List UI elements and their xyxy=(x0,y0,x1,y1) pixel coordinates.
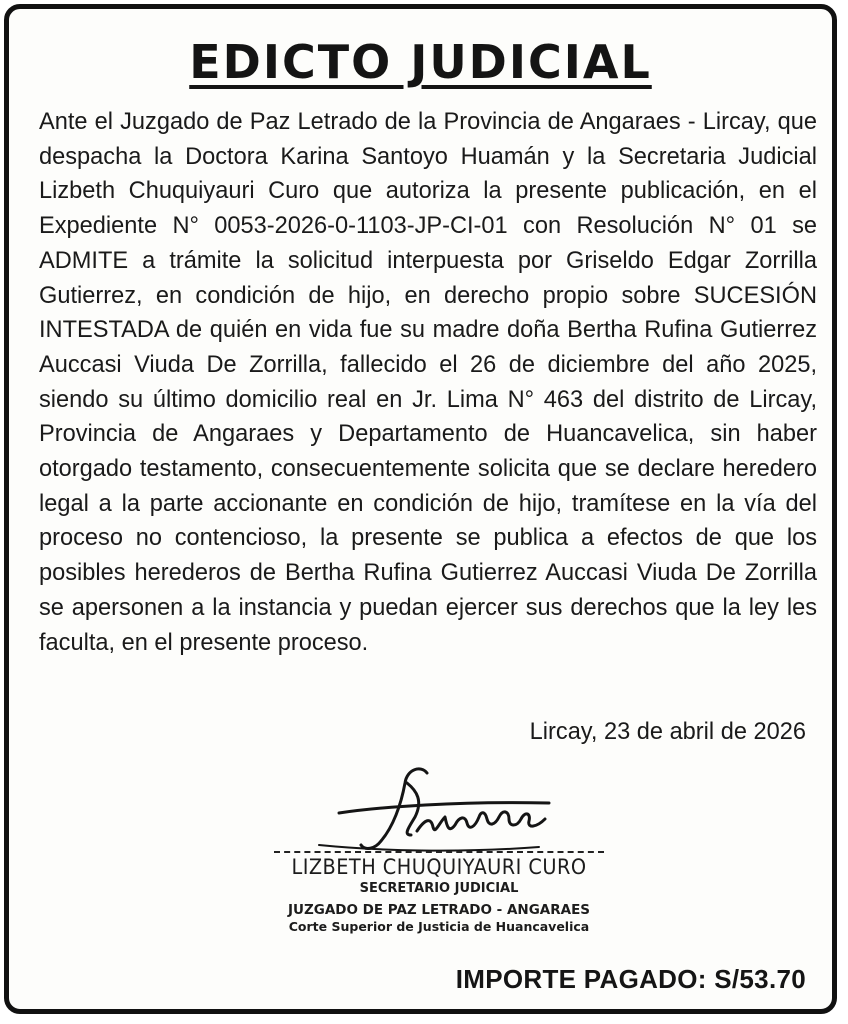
amount-paid: IMPORTE PAGADO: S/53.70 xyxy=(455,964,806,994)
edict-body-paragraph: Ante el Juzgado de Paz Letrado de la Provincia de Angaraes - Lircay, que despacha la Doctora Karina Santoyo Huamán y la Secretaria Judicial Lizbeth Chuquiyauri Curo que autoriza la presente publicación, en el Expediente N° 0053-2026-0-1103-JP-CI-01 con Resolución N° 01 se ADMITE a trámite la solicitud interpuesta por Griseldo Edgar Zorrilla Gutierrez, en condición de hijo, en derecho propio sobre SUCESIÓN INTESTADA de quién en vida fue su madre doña Bertha Rufina Gutierrez Auccasi Viuda De Zorrilla, fallecido el 26 de diciembre del año 2025, siendo su último domicilio real en Jr. Lima N° 463 del distrito de Lircay, Provincia de Angaraes y Departamento de Huancavelica, sin haber otorgado testamento, consecuentemente solicita que se declare heredero legal a la parte accionante en condición de hijo, tramítese en la vía del proceso no contencioso, la presente se publica a efectos de que los posibles herederos de Bertha Rufina Gutierrez Auccasi Viuda De Zorrilla se apersonen a la instancia y puedan ejercer sus derechos que la ley les faculta, en el presente proceso. xyxy=(39,109,817,656)
place-and-date: Lircay, 23 de abril de 2026 xyxy=(529,719,806,745)
official-stamp xyxy=(259,851,619,935)
edict-border-frame xyxy=(4,4,837,1014)
stamp-signature-line xyxy=(274,851,604,853)
handwritten-signature-icon xyxy=(299,761,569,859)
edict-title-text: EDICTO JUDICIAL xyxy=(189,35,652,89)
edict-title xyxy=(9,35,832,89)
stamp-name: LIZBETH CHUQUIYAURI CURO xyxy=(291,855,587,879)
stamp-superior-court: Corte Superior de Justicia de Huancavelica xyxy=(288,919,590,934)
stamp-court: JUZGADO DE PAZ LETRADO - ANGARAES xyxy=(287,902,591,918)
stamp-role: SECRETARIO JUDICIAL xyxy=(359,881,519,896)
